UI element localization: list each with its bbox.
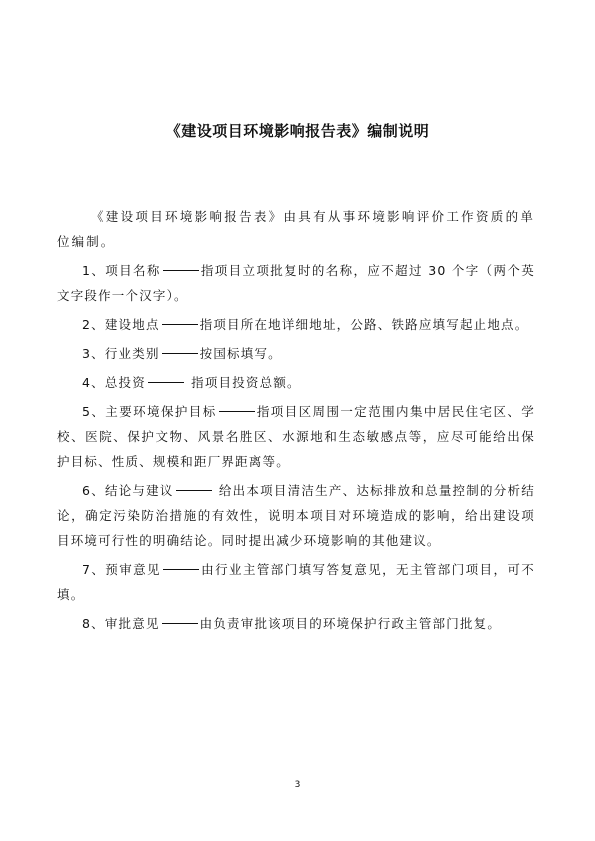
item-label: 4、总投资 xyxy=(82,375,146,390)
item-text: 指项目立项批复时的名称，应不超过 30 个字（两个英文字段作一个汉字）。 xyxy=(57,263,535,303)
page-number: 3 xyxy=(294,780,301,790)
dash-separator xyxy=(148,382,184,383)
item-label: 7、预审意见 xyxy=(82,562,161,577)
intro-paragraph: 《建设项目环境影响报告表》由具有从事环境影响评价工作资质的单位编制。 xyxy=(57,209,535,249)
dash-separator xyxy=(162,353,198,354)
item-text: 由行业主管部门填写答复意见，无主管部门项目，可不填。 xyxy=(57,562,535,602)
dash-separator xyxy=(162,623,198,624)
item-label: 2、建设地点 xyxy=(82,317,160,332)
list-item xyxy=(57,478,535,553)
page-title: 《建设项目环境影响报告表》编制说明 xyxy=(165,122,430,140)
item-label: 5、主要环境保护目标 xyxy=(82,404,217,419)
item-label: 3、行业类别 xyxy=(82,346,160,361)
dash-separator xyxy=(163,569,199,570)
list-item xyxy=(57,312,535,337)
item-text: 按国标填写。 xyxy=(199,346,282,361)
list-item xyxy=(57,341,535,366)
item-text: 由负责审批该项目的环境保护行政主管部门批复。 xyxy=(199,616,502,631)
dash-separator xyxy=(176,490,212,491)
list-item xyxy=(57,611,535,636)
item-label: 8、审批意见 xyxy=(82,616,160,631)
body-text xyxy=(57,204,535,640)
dash-separator xyxy=(162,324,198,325)
item-text: 指项目所在地详细地址，公路、铁路应填写起止地点。 xyxy=(199,317,529,332)
list-item xyxy=(57,258,535,308)
item-text: 指项目投资总额。 xyxy=(185,375,301,390)
item-label: 1、项目名称 xyxy=(82,263,161,278)
list-item xyxy=(57,399,535,474)
dash-separator xyxy=(163,270,199,271)
list-item xyxy=(57,370,535,395)
list-item xyxy=(57,557,535,607)
item-text: 给出本项目清洁生产、达标排放和总量控制的分析结论，确定污染防治措施的有效性，说明本项目对环境造成的影响，给出建设项目环境可行性的明确结论。同时提出减少环境影响的其他建议。 xyxy=(57,483,535,548)
item-label: 6、结论与建议 xyxy=(82,483,174,498)
dash-separator xyxy=(219,411,255,412)
item-text: 指项目区周围一定范围内集中居民住宅区、学校、医院、保护文物、风景名胜区、水源地和生态敏感点等，应尽可能给出保护目标、性质、规模和距厂界距离等。 xyxy=(57,404,535,469)
